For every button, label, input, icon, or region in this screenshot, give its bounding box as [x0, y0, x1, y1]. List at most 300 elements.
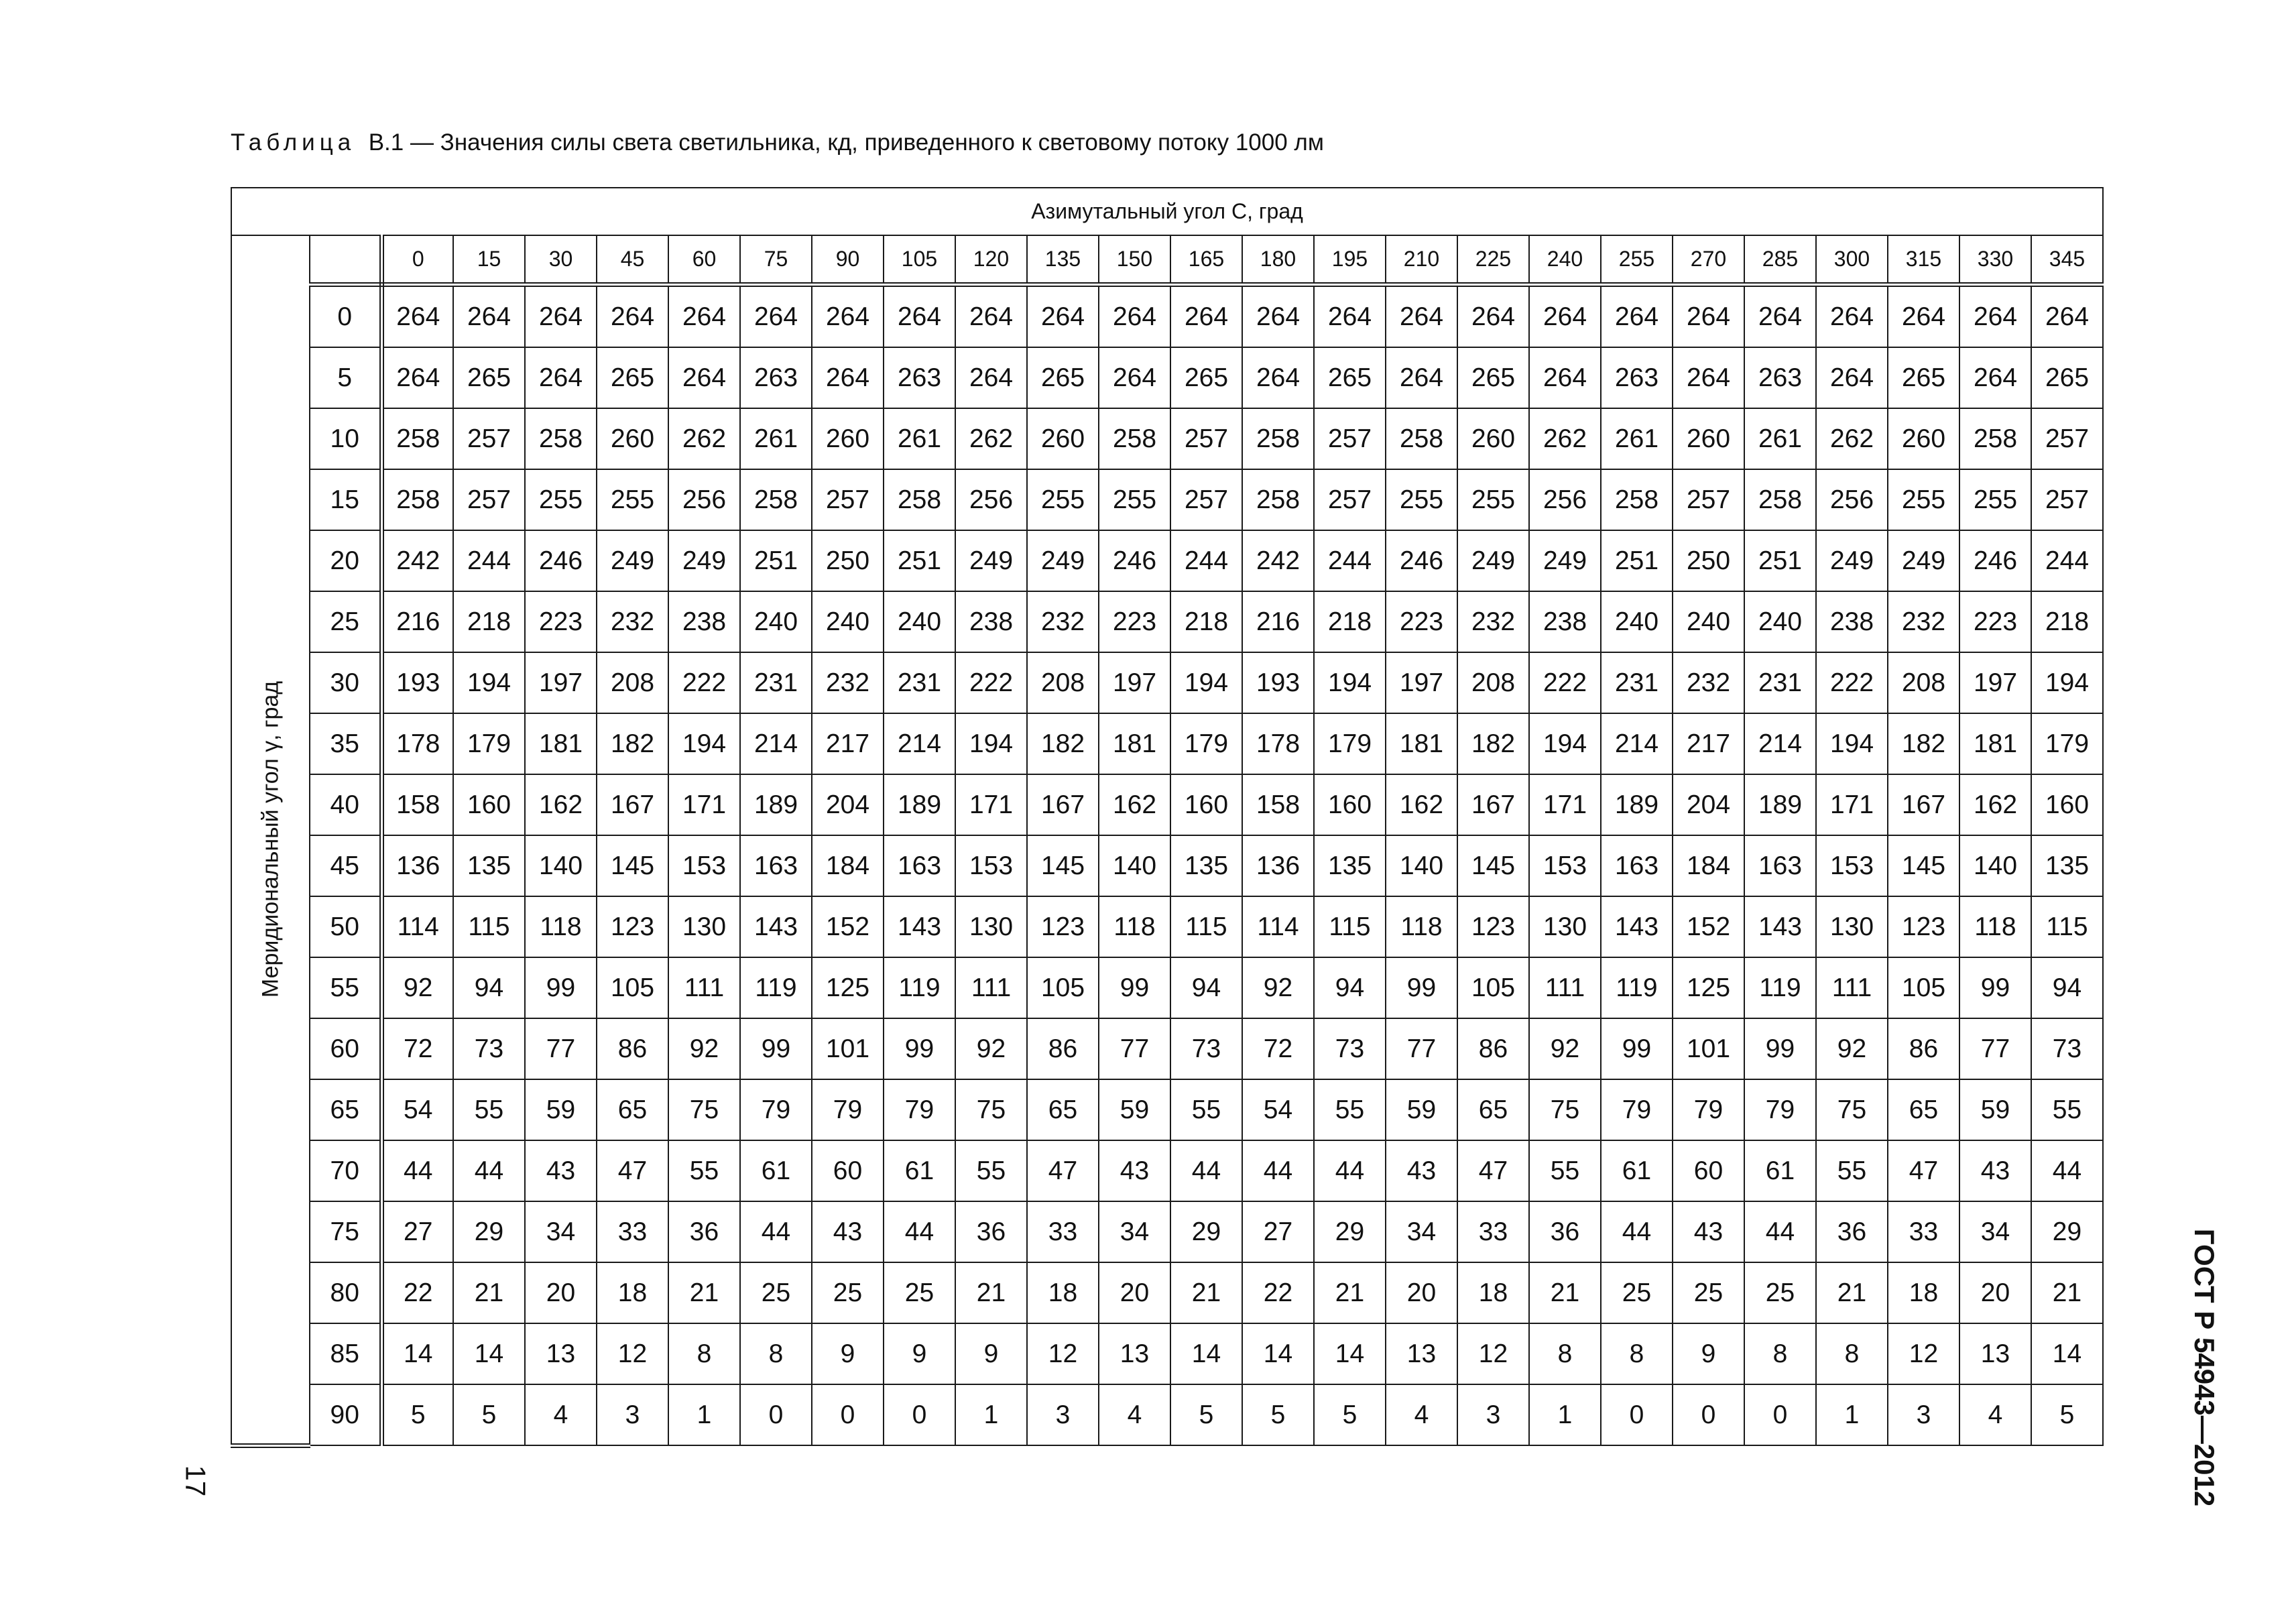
intensity-value-cell: 73 — [2031, 1018, 2103, 1079]
intensity-value-cell: 250 — [812, 530, 884, 591]
intensity-value-cell: 262 — [1816, 408, 1888, 469]
intensity-value-cell: 264 — [381, 347, 453, 408]
intensity-value-cell: 217 — [1673, 713, 1744, 774]
intensity-value-cell: 249 — [955, 530, 1027, 591]
intensity-value-cell: 178 — [381, 713, 453, 774]
intensity-value-cell: 143 — [740, 896, 812, 957]
intensity-value-cell: 251 — [740, 530, 812, 591]
intensity-value-cell: 238 — [668, 591, 740, 652]
intensity-value-cell: 261 — [884, 408, 955, 469]
intensity-value-cell: 264 — [1816, 347, 1888, 408]
intensity-value-cell: 258 — [740, 469, 812, 530]
intensity-value-cell: 3 — [1457, 1384, 1529, 1445]
intensity-value-cell: 73 — [1314, 1018, 1386, 1079]
azimuth-angle-header: 180 — [1242, 235, 1314, 285]
intensity-value-cell: 208 — [597, 652, 668, 713]
table-row — [231, 774, 2103, 835]
intensity-value-cell: 92 — [1242, 957, 1314, 1018]
intensity-value-cell: 55 — [1529, 1140, 1601, 1201]
intensity-value-cell: 43 — [1099, 1140, 1170, 1201]
intensity-value-cell: 3 — [1027, 1384, 1099, 1445]
intensity-value-cell: 130 — [1816, 896, 1888, 957]
intensity-value-cell: 264 — [525, 347, 597, 408]
meridional-angle-cell: 45 — [310, 835, 381, 896]
intensity-value-cell: 8 — [668, 1323, 740, 1384]
azimuth-angle-header: 60 — [668, 235, 740, 285]
table-row — [231, 1018, 2103, 1079]
intensity-value-cell: 232 — [1673, 652, 1744, 713]
intensity-value-cell: 54 — [1242, 1079, 1314, 1140]
intensity-value-cell: 262 — [668, 408, 740, 469]
intensity-value-cell: 162 — [525, 774, 597, 835]
azimuth-angle-header: 135 — [1027, 235, 1099, 285]
intensity-value-cell: 25 — [812, 1262, 884, 1323]
intensity-value-cell: 75 — [1816, 1079, 1888, 1140]
intensity-value-cell: 65 — [1888, 1079, 1959, 1140]
intensity-value-cell: 255 — [1386, 469, 1457, 530]
table-row — [231, 1262, 2103, 1323]
intensity-value-cell: 55 — [1170, 1079, 1242, 1140]
intensity-value-cell: 44 — [740, 1201, 812, 1262]
azimuth-angle-header: 210 — [1386, 235, 1457, 285]
intensity-value-cell: 264 — [1744, 285, 1816, 348]
intensity-value-cell: 75 — [1529, 1079, 1601, 1140]
intensity-value-cell: 194 — [668, 713, 740, 774]
intensity-value-cell: 264 — [1027, 285, 1099, 348]
intensity-value-cell: 246 — [1386, 530, 1457, 591]
intensity-value-cell: 194 — [1314, 652, 1386, 713]
intensity-value-cell: 36 — [668, 1201, 740, 1262]
intensity-value-cell: 258 — [525, 408, 597, 469]
intensity-value-cell: 130 — [1529, 896, 1601, 957]
intensity-value-cell: 264 — [1529, 285, 1601, 348]
intensity-value-cell: 14 — [1170, 1323, 1242, 1384]
intensity-value-cell: 257 — [1170, 408, 1242, 469]
document-code-container — [2171, 1228, 2238, 1507]
intensity-value-cell: 163 — [1744, 835, 1816, 896]
intensity-value-cell: 0 — [740, 1384, 812, 1445]
intensity-value-cell: 99 — [884, 1018, 955, 1079]
intensity-value-cell: 264 — [1959, 285, 2031, 348]
intensity-value-cell: 251 — [884, 530, 955, 591]
intensity-value-cell: 27 — [1242, 1201, 1314, 1262]
intensity-value-cell: 256 — [1816, 469, 1888, 530]
intensity-value-cell: 171 — [955, 774, 1027, 835]
intensity-value-cell: 143 — [884, 896, 955, 957]
intensity-value-cell: 257 — [453, 408, 525, 469]
azimuth-angle-header: 345 — [2031, 235, 2103, 285]
intensity-value-cell: 262 — [955, 408, 1027, 469]
azimuth-angle-header: 45 — [597, 235, 668, 285]
intensity-value-cell: 197 — [525, 652, 597, 713]
intensity-value-cell: 265 — [597, 347, 668, 408]
intensity-value-cell: 240 — [884, 591, 955, 652]
intensity-value-cell: 158 — [1242, 774, 1314, 835]
intensity-value-cell: 162 — [1099, 774, 1170, 835]
intensity-value-cell: 194 — [2031, 652, 2103, 713]
intensity-value-cell: 92 — [1529, 1018, 1601, 1079]
intensity-value-cell: 140 — [525, 835, 597, 896]
intensity-value-cell: 184 — [812, 835, 884, 896]
azimuth-angle-header: 300 — [1816, 235, 1888, 285]
intensity-value-cell: 77 — [1386, 1018, 1457, 1079]
intensity-value-cell: 264 — [597, 285, 668, 348]
row-group-header: Меридиональный угол γ, град — [257, 681, 283, 998]
intensity-value-cell: 260 — [1673, 408, 1744, 469]
intensity-value-cell: 0 — [884, 1384, 955, 1445]
intensity-value-cell: 167 — [1888, 774, 1959, 835]
intensity-value-cell: 79 — [812, 1079, 884, 1140]
intensity-value-cell: 256 — [955, 469, 1027, 530]
meridional-angle-cell: 80 — [310, 1262, 381, 1323]
intensity-value-cell: 179 — [1170, 713, 1242, 774]
intensity-value-cell: 260 — [597, 408, 668, 469]
intensity-value-cell: 256 — [668, 469, 740, 530]
azimuth-angle-header: 90 — [812, 235, 884, 285]
intensity-value-cell: 59 — [525, 1079, 597, 1140]
intensity-value-cell: 257 — [1314, 408, 1386, 469]
intensity-value-cell: 265 — [1314, 347, 1386, 408]
intensity-value-cell: 12 — [1457, 1323, 1529, 1384]
page-number: 17 — [180, 1465, 212, 1497]
intensity-value-cell: 14 — [1242, 1323, 1314, 1384]
intensity-value-cell: 251 — [1744, 530, 1816, 591]
intensity-value-cell: 231 — [1744, 652, 1816, 713]
intensity-value-cell: 249 — [1027, 530, 1099, 591]
intensity-value-cell: 79 — [884, 1079, 955, 1140]
intensity-value-cell: 264 — [884, 285, 955, 348]
intensity-value-cell: 8 — [1529, 1323, 1601, 1384]
azimuth-angle-header: 315 — [1888, 235, 1959, 285]
intensity-value-cell: 232 — [812, 652, 884, 713]
intensity-value-cell: 264 — [1386, 347, 1457, 408]
intensity-value-cell: 160 — [2031, 774, 2103, 835]
intensity-value-cell: 231 — [740, 652, 812, 713]
intensity-value-cell: 223 — [1959, 591, 2031, 652]
table-caption — [231, 129, 1324, 156]
intensity-value-cell: 143 — [1601, 896, 1673, 957]
intensity-value-cell: 197 — [1099, 652, 1170, 713]
intensity-value-cell: 36 — [955, 1201, 1027, 1262]
intensity-value-cell: 4 — [1386, 1384, 1457, 1445]
intensity-value-cell: 171 — [668, 774, 740, 835]
intensity-value-cell: 105 — [597, 957, 668, 1018]
intensity-value-cell: 260 — [1888, 408, 1959, 469]
intensity-value-cell: 145 — [597, 835, 668, 896]
intensity-value-cell: 258 — [1959, 408, 2031, 469]
intensity-value-cell: 8 — [1744, 1323, 1816, 1384]
intensity-value-cell: 194 — [955, 713, 1027, 774]
intensity-value-cell: 5 — [2031, 1384, 2103, 1445]
intensity-value-cell: 86 — [1027, 1018, 1099, 1079]
intensity-value-cell: 119 — [1744, 957, 1816, 1018]
intensity-value-cell: 27 — [381, 1201, 453, 1262]
azimuth-angle-header: 255 — [1601, 235, 1673, 285]
intensity-value-cell: 264 — [1386, 285, 1457, 348]
intensity-value-cell: 44 — [1744, 1201, 1816, 1262]
intensity-value-cell: 264 — [1099, 347, 1170, 408]
intensity-value-cell: 130 — [668, 896, 740, 957]
intensity-value-cell: 264 — [1888, 285, 1959, 348]
intensity-value-cell: 217 — [812, 713, 884, 774]
intensity-value-cell: 179 — [2031, 713, 2103, 774]
intensity-value-cell: 73 — [1170, 1018, 1242, 1079]
intensity-value-cell: 257 — [812, 469, 884, 530]
intensity-value-cell: 258 — [381, 408, 453, 469]
intensity-value-cell: 0 — [1744, 1384, 1816, 1445]
intensity-value-cell: 14 — [453, 1323, 525, 1384]
intensity-value-cell: 258 — [381, 469, 453, 530]
intensity-value-cell: 25 — [1673, 1262, 1744, 1323]
intensity-value-cell: 125 — [1673, 957, 1744, 1018]
intensity-value-cell: 258 — [1242, 408, 1314, 469]
table-row — [231, 1323, 2103, 1384]
intensity-value-cell: 223 — [525, 591, 597, 652]
intensity-value-cell: 114 — [1242, 896, 1314, 957]
intensity-value-cell: 244 — [1314, 530, 1386, 591]
intensity-value-cell: 115 — [2031, 896, 2103, 957]
intensity-value-cell: 5 — [453, 1384, 525, 1445]
intensity-value-cell: 158 — [381, 774, 453, 835]
intensity-value-cell: 249 — [1816, 530, 1888, 591]
intensity-value-cell: 18 — [1027, 1262, 1099, 1323]
intensity-value-cell: 265 — [1170, 347, 1242, 408]
intensity-value-cell: 152 — [812, 896, 884, 957]
intensity-value-cell: 0 — [812, 1384, 884, 1445]
intensity-value-cell: 5 — [381, 1384, 453, 1445]
intensity-value-cell: 240 — [740, 591, 812, 652]
intensity-value-cell: 9 — [884, 1323, 955, 1384]
meridional-angle-cell: 55 — [310, 957, 381, 1018]
intensity-value-cell: 208 — [1888, 652, 1959, 713]
intensity-value-cell: 118 — [525, 896, 597, 957]
intensity-value-cell: 246 — [525, 530, 597, 591]
meridional-angle-cell: 40 — [310, 774, 381, 835]
intensity-value-cell: 101 — [812, 1018, 884, 1079]
intensity-value-cell: 123 — [1027, 896, 1099, 957]
intensity-value-cell: 135 — [2031, 835, 2103, 896]
intensity-value-cell: 250 — [1673, 530, 1744, 591]
intensity-value-cell: 54 — [381, 1079, 453, 1140]
intensity-value-cell: 8 — [740, 1323, 812, 1384]
intensity-value-cell: 193 — [1242, 652, 1314, 713]
intensity-value-cell: 21 — [1170, 1262, 1242, 1323]
meridional-angle-cell: 30 — [310, 652, 381, 713]
intensity-value-cell: 249 — [597, 530, 668, 591]
intensity-value-cell: 257 — [1170, 469, 1242, 530]
azimuth-angle-header: 105 — [884, 235, 955, 285]
column-group-header-row — [231, 188, 2103, 235]
intensity-value-cell: 3 — [597, 1384, 668, 1445]
azimuth-angle-header: 165 — [1170, 235, 1242, 285]
intensity-value-cell: 181 — [1099, 713, 1170, 774]
intensity-value-cell: 244 — [1170, 530, 1242, 591]
intensity-value-cell: 218 — [453, 591, 525, 652]
intensity-value-cell: 21 — [1816, 1262, 1888, 1323]
intensity-value-cell: 94 — [2031, 957, 2103, 1018]
intensity-value-cell: 60 — [812, 1140, 884, 1201]
intensity-value-cell: 92 — [1816, 1018, 1888, 1079]
intensity-value-cell: 263 — [1744, 347, 1816, 408]
meridional-angle-cell: 10 — [310, 408, 381, 469]
intensity-value-cell: 12 — [1027, 1323, 1099, 1384]
intensity-value-cell: 20 — [1959, 1262, 2031, 1323]
intensity-value-cell: 240 — [1601, 591, 1673, 652]
intensity-value-cell: 264 — [668, 347, 740, 408]
intensity-value-cell: 77 — [525, 1018, 597, 1079]
intensity-value-cell: 60 — [1673, 1140, 1744, 1201]
intensity-value-cell: 260 — [1027, 408, 1099, 469]
intensity-value-cell: 34 — [525, 1201, 597, 1262]
meridional-angle-cell: 35 — [310, 713, 381, 774]
intensity-value-cell: 101 — [1673, 1018, 1744, 1079]
intensity-value-cell: 21 — [955, 1262, 1027, 1323]
azimuth-angle-header: 15 — [453, 235, 525, 285]
intensity-value-cell: 79 — [1601, 1079, 1673, 1140]
intensity-value-cell: 92 — [955, 1018, 1027, 1079]
intensity-value-cell: 249 — [1888, 530, 1959, 591]
intensity-value-cell: 264 — [1099, 285, 1170, 348]
azimuth-angle-header: 240 — [1529, 235, 1601, 285]
intensity-value-cell: 65 — [597, 1079, 668, 1140]
intensity-value-cell: 55 — [453, 1079, 525, 1140]
intensity-value-cell: 263 — [740, 347, 812, 408]
azimuth-angle-header: 75 — [740, 235, 812, 285]
intensity-value-cell: 72 — [381, 1018, 453, 1079]
intensity-value-cell: 264 — [955, 285, 1027, 348]
intensity-value-cell: 264 — [1529, 347, 1601, 408]
intensity-value-cell: 115 — [1170, 896, 1242, 957]
intensity-value-cell: 265 — [1888, 347, 1959, 408]
intensity-value-cell: 43 — [525, 1140, 597, 1201]
intensity-value-cell: 260 — [812, 408, 884, 469]
table-row — [231, 285, 2103, 348]
intensity-value-cell: 218 — [2031, 591, 2103, 652]
intensity-value-cell: 92 — [381, 957, 453, 1018]
intensity-value-cell: 171 — [1529, 774, 1601, 835]
intensity-value-cell: 184 — [1673, 835, 1744, 896]
intensity-value-cell: 214 — [884, 713, 955, 774]
intensity-value-cell: 163 — [1601, 835, 1673, 896]
intensity-value-cell: 178 — [1242, 713, 1314, 774]
table-row — [231, 835, 2103, 896]
intensity-value-cell: 123 — [597, 896, 668, 957]
intensity-value-cell: 18 — [1457, 1262, 1529, 1323]
intensity-value-cell: 25 — [884, 1262, 955, 1323]
intensity-value-cell: 214 — [740, 713, 812, 774]
intensity-value-cell: 99 — [1386, 957, 1457, 1018]
intensity-value-cell: 136 — [1242, 835, 1314, 896]
intensity-value-cell: 189 — [1744, 774, 1816, 835]
intensity-value-cell: 257 — [453, 469, 525, 530]
intensity-value-cell: 264 — [2031, 285, 2103, 348]
intensity-value-cell: 194 — [1170, 652, 1242, 713]
intensity-value-cell: 61 — [1744, 1140, 1816, 1201]
intensity-value-cell: 14 — [381, 1323, 453, 1384]
intensity-value-cell: 143 — [1744, 896, 1816, 957]
intensity-value-cell: 21 — [453, 1262, 525, 1323]
intensity-value-cell: 264 — [1673, 285, 1744, 348]
intensity-value-cell: 111 — [1529, 957, 1601, 1018]
intensity-value-cell: 1 — [1529, 1384, 1601, 1445]
intensity-value-cell: 163 — [884, 835, 955, 896]
table-row — [231, 1140, 2103, 1201]
intensity-value-cell: 21 — [1314, 1262, 1386, 1323]
intensity-value-cell: 14 — [1314, 1323, 1386, 1384]
intensity-value-cell: 160 — [453, 774, 525, 835]
intensity-value-cell: 260 — [1457, 408, 1529, 469]
intensity-value-cell: 189 — [884, 774, 955, 835]
intensity-value-cell: 59 — [1386, 1079, 1457, 1140]
meridional-angle-cell: 5 — [310, 347, 381, 408]
intensity-value-cell: 223 — [1386, 591, 1457, 652]
intensity-value-cell: 86 — [1457, 1018, 1529, 1079]
intensity-value-cell: 264 — [525, 285, 597, 348]
intensity-value-cell: 246 — [1099, 530, 1170, 591]
intensity-value-cell: 25 — [740, 1262, 812, 1323]
intensity-value-cell: 25 — [1601, 1262, 1673, 1323]
intensity-value-cell: 208 — [1027, 652, 1099, 713]
intensity-value-cell: 20 — [525, 1262, 597, 1323]
intensity-value-cell: 261 — [1601, 408, 1673, 469]
table-row — [231, 1201, 2103, 1262]
intensity-value-cell: 1 — [1816, 1384, 1888, 1445]
intensity-value-cell: 99 — [1959, 957, 2031, 1018]
intensity-value-cell: 44 — [884, 1201, 955, 1262]
intensity-value-cell: 55 — [668, 1140, 740, 1201]
intensity-value-cell: 44 — [1314, 1140, 1386, 1201]
intensity-value-cell: 22 — [1242, 1262, 1314, 1323]
intensity-value-cell: 264 — [955, 347, 1027, 408]
intensity-value-cell: 25 — [1744, 1262, 1816, 1323]
intensity-value-cell: 44 — [1170, 1140, 1242, 1201]
intensity-value-cell: 214 — [1744, 713, 1816, 774]
intensity-value-cell: 44 — [453, 1140, 525, 1201]
intensity-value-cell: 264 — [812, 347, 884, 408]
intensity-value-cell: 115 — [453, 896, 525, 957]
intensity-value-cell: 181 — [525, 713, 597, 774]
row-group-header-cell — [231, 235, 310, 1445]
intensity-value-cell: 242 — [1242, 530, 1314, 591]
intensity-value-cell: 8 — [1816, 1323, 1888, 1384]
intensity-value-cell: 47 — [597, 1140, 668, 1201]
intensity-value-cell: 79 — [740, 1079, 812, 1140]
intensity-value-cell: 119 — [1601, 957, 1673, 1018]
intensity-value-cell: 167 — [1457, 774, 1529, 835]
intensity-value-cell: 240 — [1744, 591, 1816, 652]
azimuth-angle-header: 285 — [1744, 235, 1816, 285]
intensity-value-cell: 189 — [740, 774, 812, 835]
intensity-value-cell: 153 — [1529, 835, 1601, 896]
intensity-value-cell: 264 — [1673, 347, 1744, 408]
intensity-value-cell: 99 — [1744, 1018, 1816, 1079]
table-row — [231, 1079, 2103, 1140]
intensity-value-cell: 99 — [1601, 1018, 1673, 1079]
intensity-value-cell: 262 — [1529, 408, 1601, 469]
intensity-value-cell: 182 — [597, 713, 668, 774]
intensity-value-cell: 44 — [1242, 1140, 1314, 1201]
intensity-value-cell: 20 — [1386, 1262, 1457, 1323]
intensity-value-cell: 257 — [1673, 469, 1744, 530]
intensity-value-cell: 264 — [812, 285, 884, 348]
intensity-value-cell: 258 — [1744, 469, 1816, 530]
intensity-value-cell: 43 — [1386, 1140, 1457, 1201]
azimuth-angle-header: 30 — [525, 235, 597, 285]
intensity-value-cell: 232 — [1027, 591, 1099, 652]
intensity-value-cell: 21 — [2031, 1262, 2103, 1323]
intensity-value-cell: 255 — [597, 469, 668, 530]
intensity-value-cell: 263 — [1601, 347, 1673, 408]
